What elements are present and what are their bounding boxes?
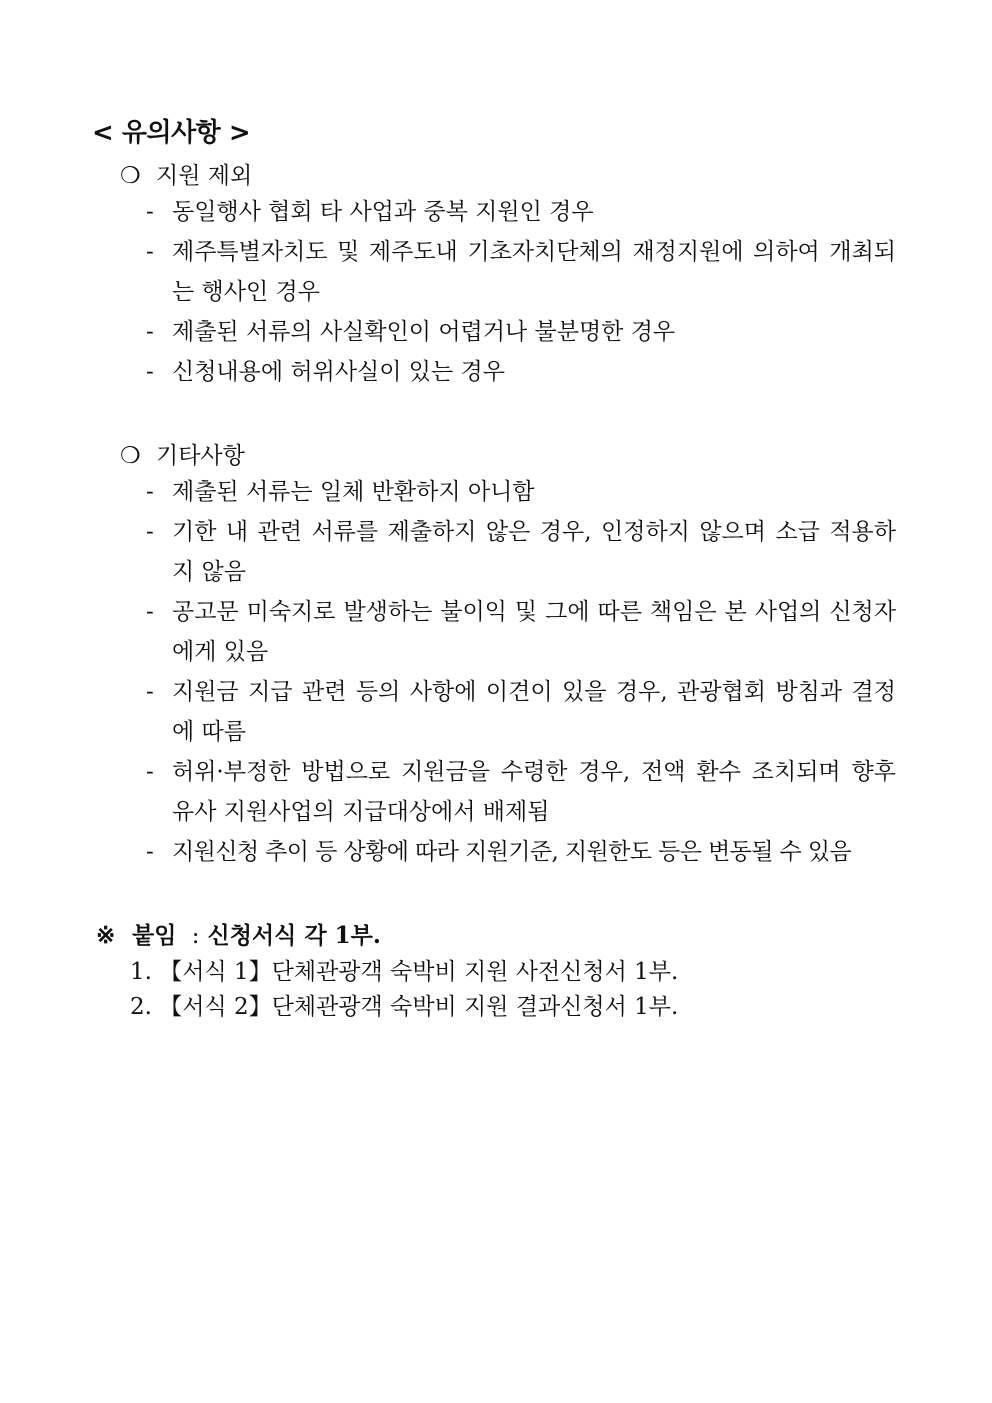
- attachment-label: 붙임: [132, 922, 177, 949]
- dash-bullet: -: [146, 839, 154, 865]
- dash-bullet: -: [146, 359, 154, 385]
- list-item: [146, 192, 896, 232]
- list-item-text: 공고문 미숙지로 발생하는 불이익 및 그에 따른 책임은 본 사업의 신청자에게 있음: [172, 599, 896, 665]
- attachment-separator: :: [191, 923, 200, 949]
- attachment-line: [96, 917, 381, 950]
- list-item-text: 지원신청 추이 등 상황에 따라 지원기준, 지원한도 등은 변동될 수 있음: [172, 839, 852, 865]
- list-item: [146, 472, 896, 512]
- list-item: [146, 832, 896, 872]
- list-item: [146, 352, 896, 392]
- section-heading-exclusion: [120, 157, 252, 190]
- list-item-text: 제주특별자치도 및 제주도내 기초자치단체의 재정지원에 의하여 개최되는 행사인 경우: [172, 239, 896, 305]
- section-heading-label: 기타사항: [156, 443, 245, 469]
- attachment-text: 신청서식 각 1부.: [207, 922, 381, 949]
- section-heading-label: 지원 제외: [156, 163, 253, 189]
- attachment-item: 1. 【서식 1】단체관광객 숙박비 지원 사전신청서 1부.: [130, 959, 679, 985]
- list-item-text: 동일행사 협회 타 사업과 중복 지원인 경우: [172, 199, 594, 225]
- list-item: [146, 752, 896, 832]
- list-item-text: 기한 내 관련 서류를 제출하지 않은 경우, 인정하지 않으며 소급 적용하지 않음: [172, 519, 896, 585]
- dash-bullet: -: [146, 679, 154, 705]
- list-item: [146, 592, 896, 672]
- dash-bullet: -: [146, 519, 154, 545]
- list-item: [146, 232, 896, 312]
- list-item-text: 제출된 서류는 일체 반환하지 아니함: [172, 479, 535, 505]
- dash-bullet: -: [146, 319, 154, 345]
- circle-bullet-icon: ❍: [120, 443, 141, 469]
- dash-bullet: -: [146, 239, 154, 265]
- list-item-text: 신청내용에 허위사실이 있는 경우: [172, 359, 505, 385]
- section-heading-other: [120, 437, 245, 470]
- list-item-text: 허위·부정한 방법으로 지원금을 수령한 경우, 전액 환수 조치되며 향후 유사 지원사업의 지급대상에서 배제됨: [172, 759, 896, 825]
- page-title: < 유의사항 >: [92, 118, 251, 148]
- list-item-text: 제출된 서류의 사실확인이 어렵거나 불분명한 경우: [172, 319, 676, 345]
- dash-bullet: -: [146, 479, 154, 505]
- dash-bullet: -: [146, 599, 154, 625]
- list-item: [146, 672, 896, 752]
- list-item: [146, 512, 896, 592]
- list-item-text: 지원금 지급 관련 등의 사항에 이견이 있을 경우, 관광협회 방침과 결정에 따름: [172, 679, 896, 745]
- list-item: [146, 312, 896, 352]
- circle-bullet-icon: ❍: [120, 163, 141, 189]
- dash-bullet: -: [146, 199, 154, 225]
- attachment-item: 2. 【서식 2】단체관광객 숙박비 지원 결과신청서 1부.: [130, 994, 679, 1020]
- dash-bullet: -: [146, 759, 154, 785]
- reference-mark-icon: ※: [96, 922, 116, 949]
